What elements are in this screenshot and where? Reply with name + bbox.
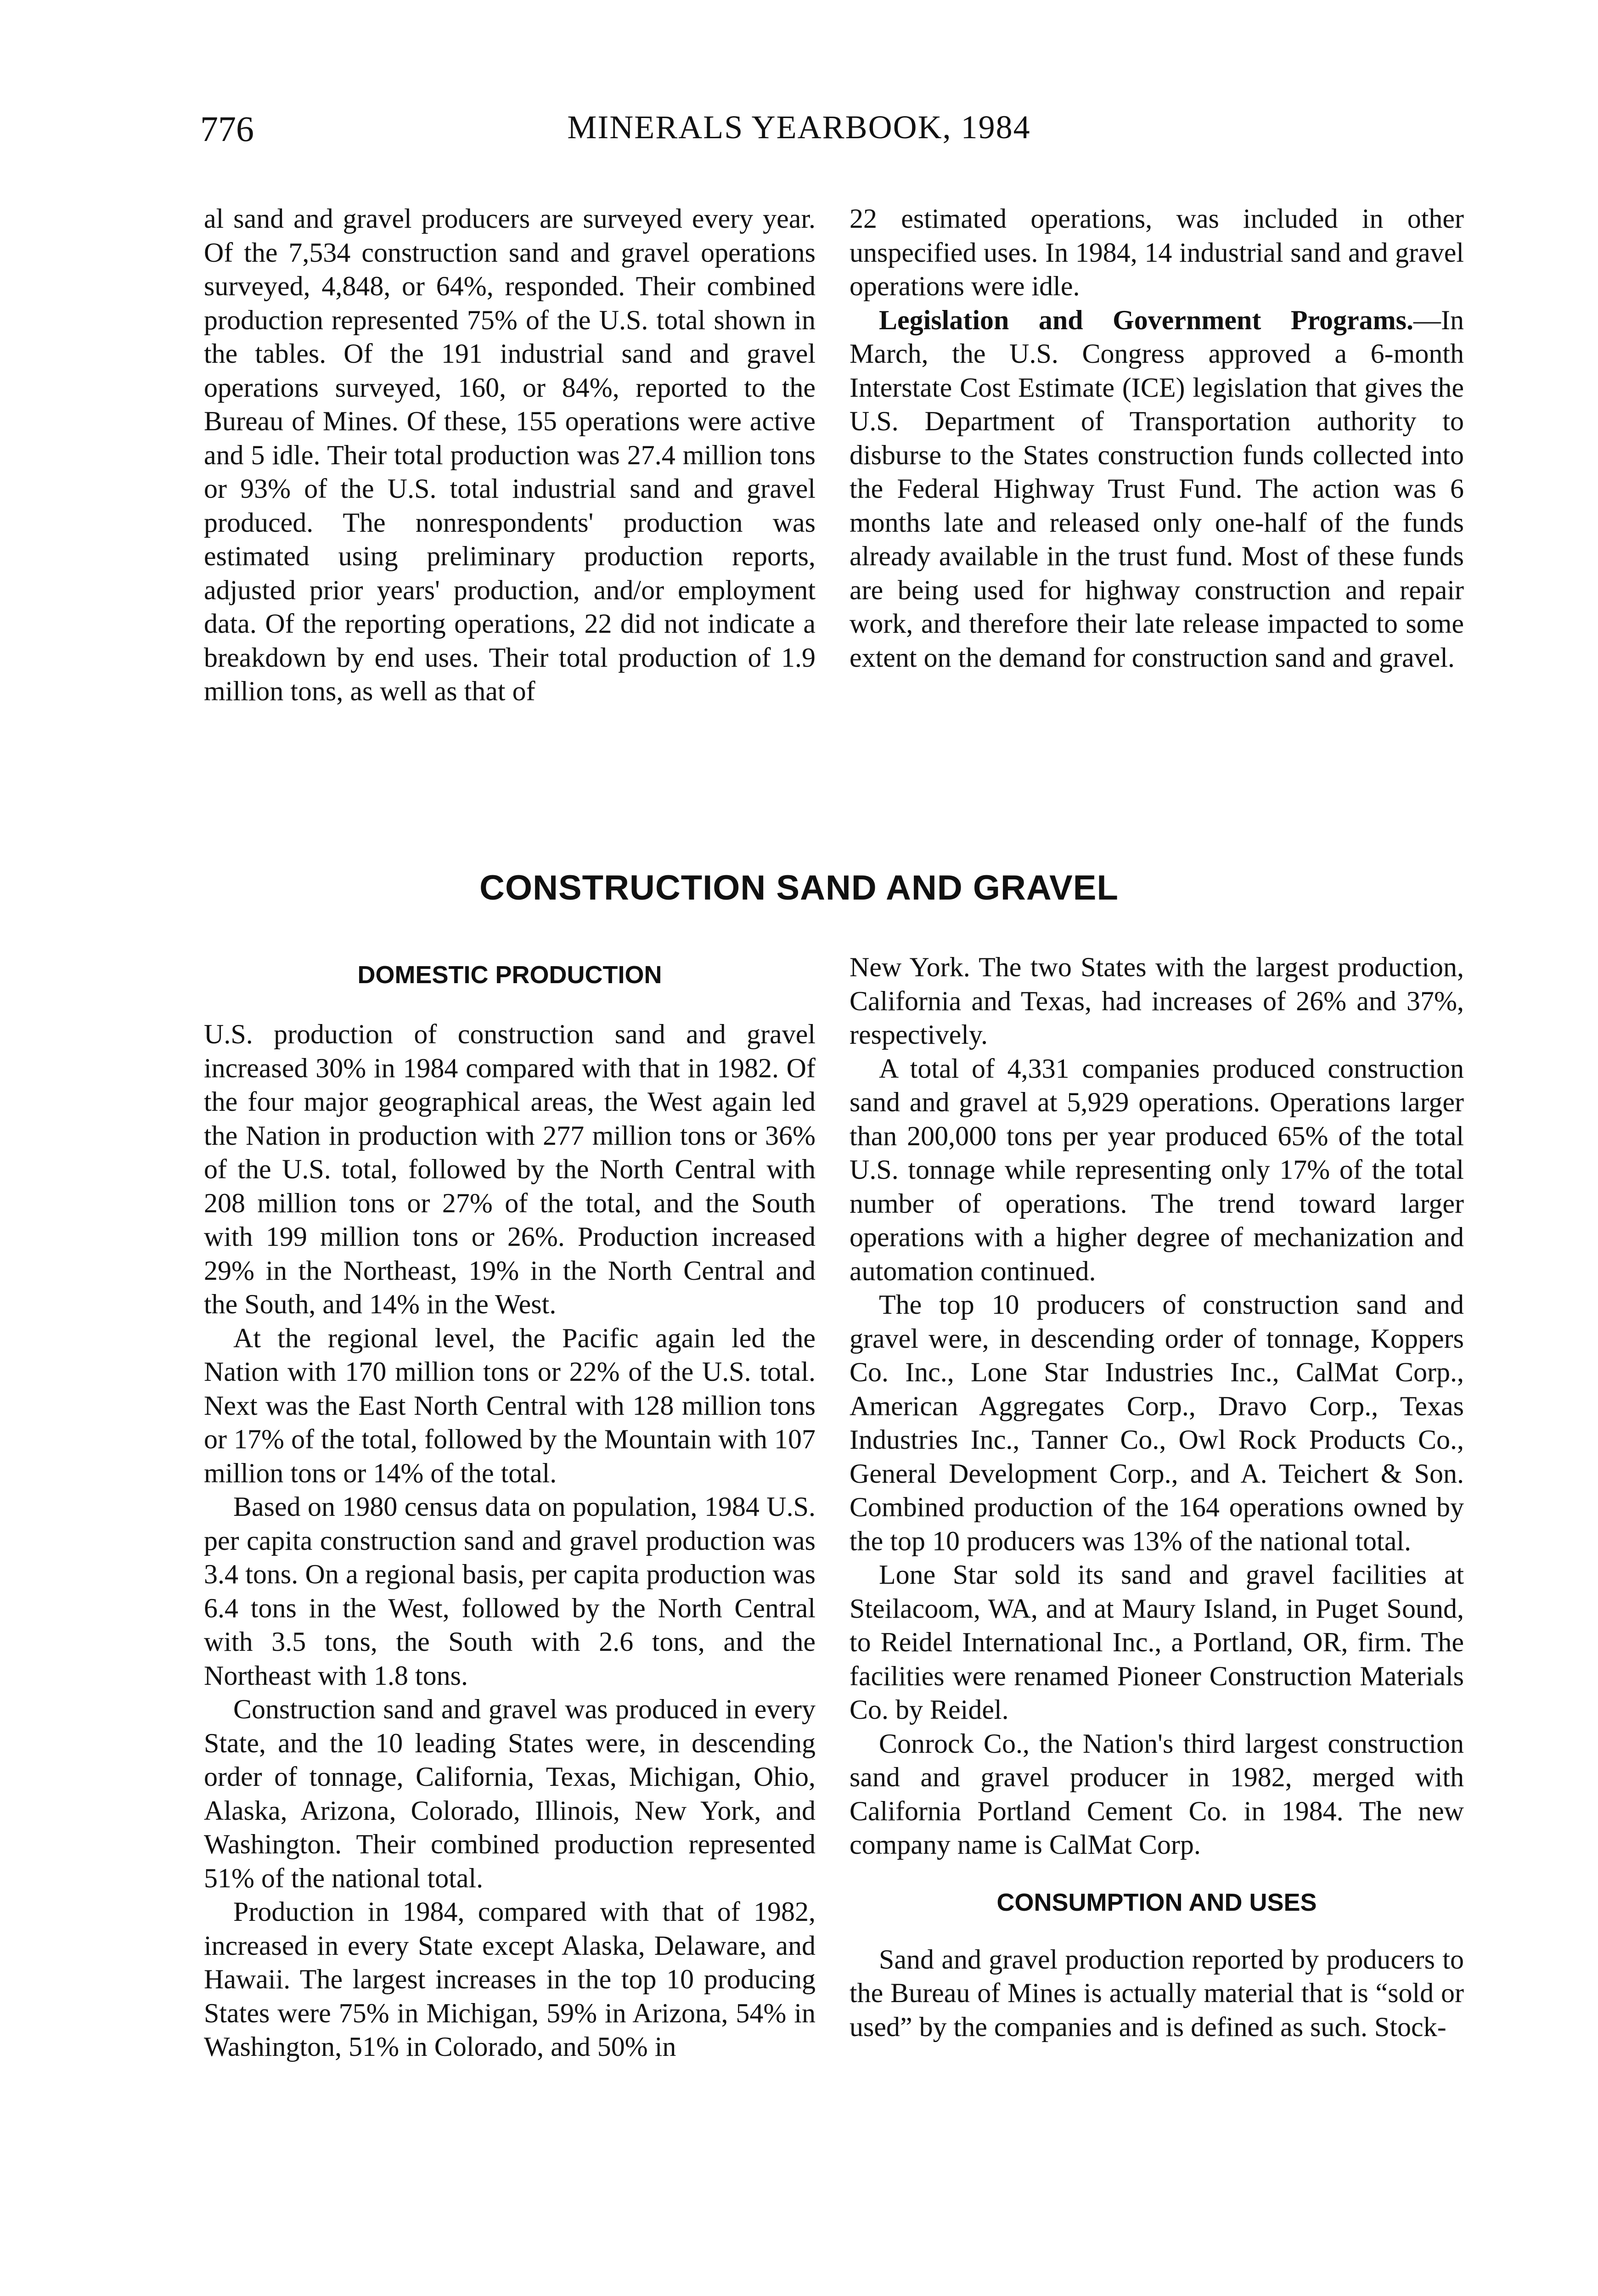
section-title: CONSTRUCTION SAND AND GRAVEL	[479, 868, 1119, 907]
paragraph: At the regional level, the Pacific again led the Nation with 170 million tons or 22% of the U.S. total. Next was the East North Central with 128 million tons or 17% of the total, followed by the Mountain with 107 million tons or 14% of the total.	[204, 1322, 816, 1488]
legislation-text: —In March, the U.S. Congress approved a 6-month Interstate Cost Estimate (ICE) legislation that gives the U.S. Department of Transportation authority to disburse to the States construction funds collected into the Federal Highway Trust Fund. The action was 6 months late and released only one-half of the funds already available in the trust fund. Most of these funds are being used for highway construction and repair work, and therefore their late release impacted to some extent on the demand for construction sand and gravel.	[850, 304, 1464, 673]
legislation-heading: Legislation and Government Programs.	[879, 304, 1414, 335]
paragraph: Lone Star sold its sand and gravel facilities at Steilacoom, WA, and at Maury Island, in Puget Sound, to Reidel International Inc., a Portland, OR, firm. The facilities were renamed Pioneer Construction Materials Co. by Reidel.	[850, 1559, 1464, 1725]
top-right-column	[850, 202, 1464, 675]
paragraph: U.S. production of construction sand and gravel increased 30% in 1984 compared with that in 1982. Of the four major geographical areas, the West again led the Nation in production with 277 million tons or 36% of the U.S. total, followed by the North Central with 208 million tons or 27% of the total, and the South with 199 million tons or 26%. Production increased 29% in the Northeast, 19% in the North Central and the South, and 14% in the West.	[204, 1019, 816, 1319]
paragraph: The top 10 producers of construction sand and gravel were, in descending order of tonnage, Koppers Co. Inc., Lone Star Industries Inc., CalMat Corp., American Aggregates Corp., Dravo Corp., Texas Industries Inc., Tanner Co., Owl Rock Products Co., General Development Corp., and A. Teichert & Son. Combined production of the 164 operations owned by the top 10 producers was 13% of the national total.	[850, 1289, 1464, 1556]
paragraph: 22 estimated operations, was included in other unspecified uses. In 1984, 14 industrial sand and gravel operations were idle.	[850, 203, 1464, 301]
paragraph: Based on 1980 census data on population, 1984 U.S. per capita construction sand and gravel production was 3.4 tons. On a regional basis, per capita production was 6.4 tons in the West, followed by the North Central with 3.5 tons, the South with 2.6 tons, and the Northeast with 1.8 tons.	[204, 1491, 816, 1691]
paragraph: al sand and gravel producers are surveyed every year. Of the 7,534 construction sand and gravel operations surveyed, 4,848, or 64%, responded. Their combined production represented 75% of the U.S. total shown in the tables. Of the 191 industrial sand and gravel operations surveyed, 160, or 84%, reported to the Bureau of Mines. Of these, 155 operations were active and 5 idle. Their total production was 27.4 million tons or 93% of the U.S. total industrial sand and gravel produced. The nonrespondents' production was estimated using preliminary production reports, adjusted prior years' production, and/or employment data. Of the reporting operations, 22 did not indicate a breakdown by end uses. Their total production of 1.9 million tons, as well as that of	[204, 203, 816, 706]
running-title: MINERALS YEARBOOK, 1984	[567, 109, 1031, 146]
consumption-heading: CONSUMPTION AND USES	[996, 1888, 1317, 1916]
bottom-left-column	[204, 961, 816, 2064]
paragraph: A total of 4,331 companies produced construction sand and gravel at 5,929 operations. Operations larger than 200,000 tons per year produced 65% of the total U.S. tonnage while representing only 17% of the total number of operations. The trend toward larger operations with a higher degree of mechanization and automation continued.	[850, 1053, 1464, 1286]
top-left-column	[204, 202, 816, 709]
paragraph: Construction sand and gravel was produced in every State, and the 10 leading States were, in descending order of tonnage, California, Texas, Michigan, Ohio, Alaska, Arizona, Colorado, Illinois, New York, and Washington. Their combined production represented 51% of the national total.	[204, 1694, 816, 1893]
domestic-production-heading: DOMESTIC PRODUCTION	[357, 961, 662, 989]
paragraph: New York. The two States with the largest production, California and Texas, had increases of 26% and 37%, respectively.	[850, 952, 1464, 1050]
paragraph: Conrock Co., the Nation's third largest construction sand and gravel producer in 1982, merged with California Portland Cement Co. in 1984. The new company name is CalMat Corp.	[850, 1728, 1464, 1860]
paragraph: Sand and gravel production reported by producers to the Bureau of Mines is actually material that is “sold or used” by the companies and is defined as such. Stock-	[850, 1944, 1464, 2042]
legislation-paragraph	[850, 304, 1464, 675]
paragraph: Production in 1984, compared with that of 1982, increased in every State except Alaska, Delaware, and Hawaii. The largest increases in the top 10 producing States were 75% in Michigan, 59% in Arizona, 54% in Washington, 51% in Colorado, and 50% in	[204, 1896, 816, 2062]
page-number: 776	[200, 109, 254, 149]
bottom-right-column	[850, 951, 1464, 2044]
